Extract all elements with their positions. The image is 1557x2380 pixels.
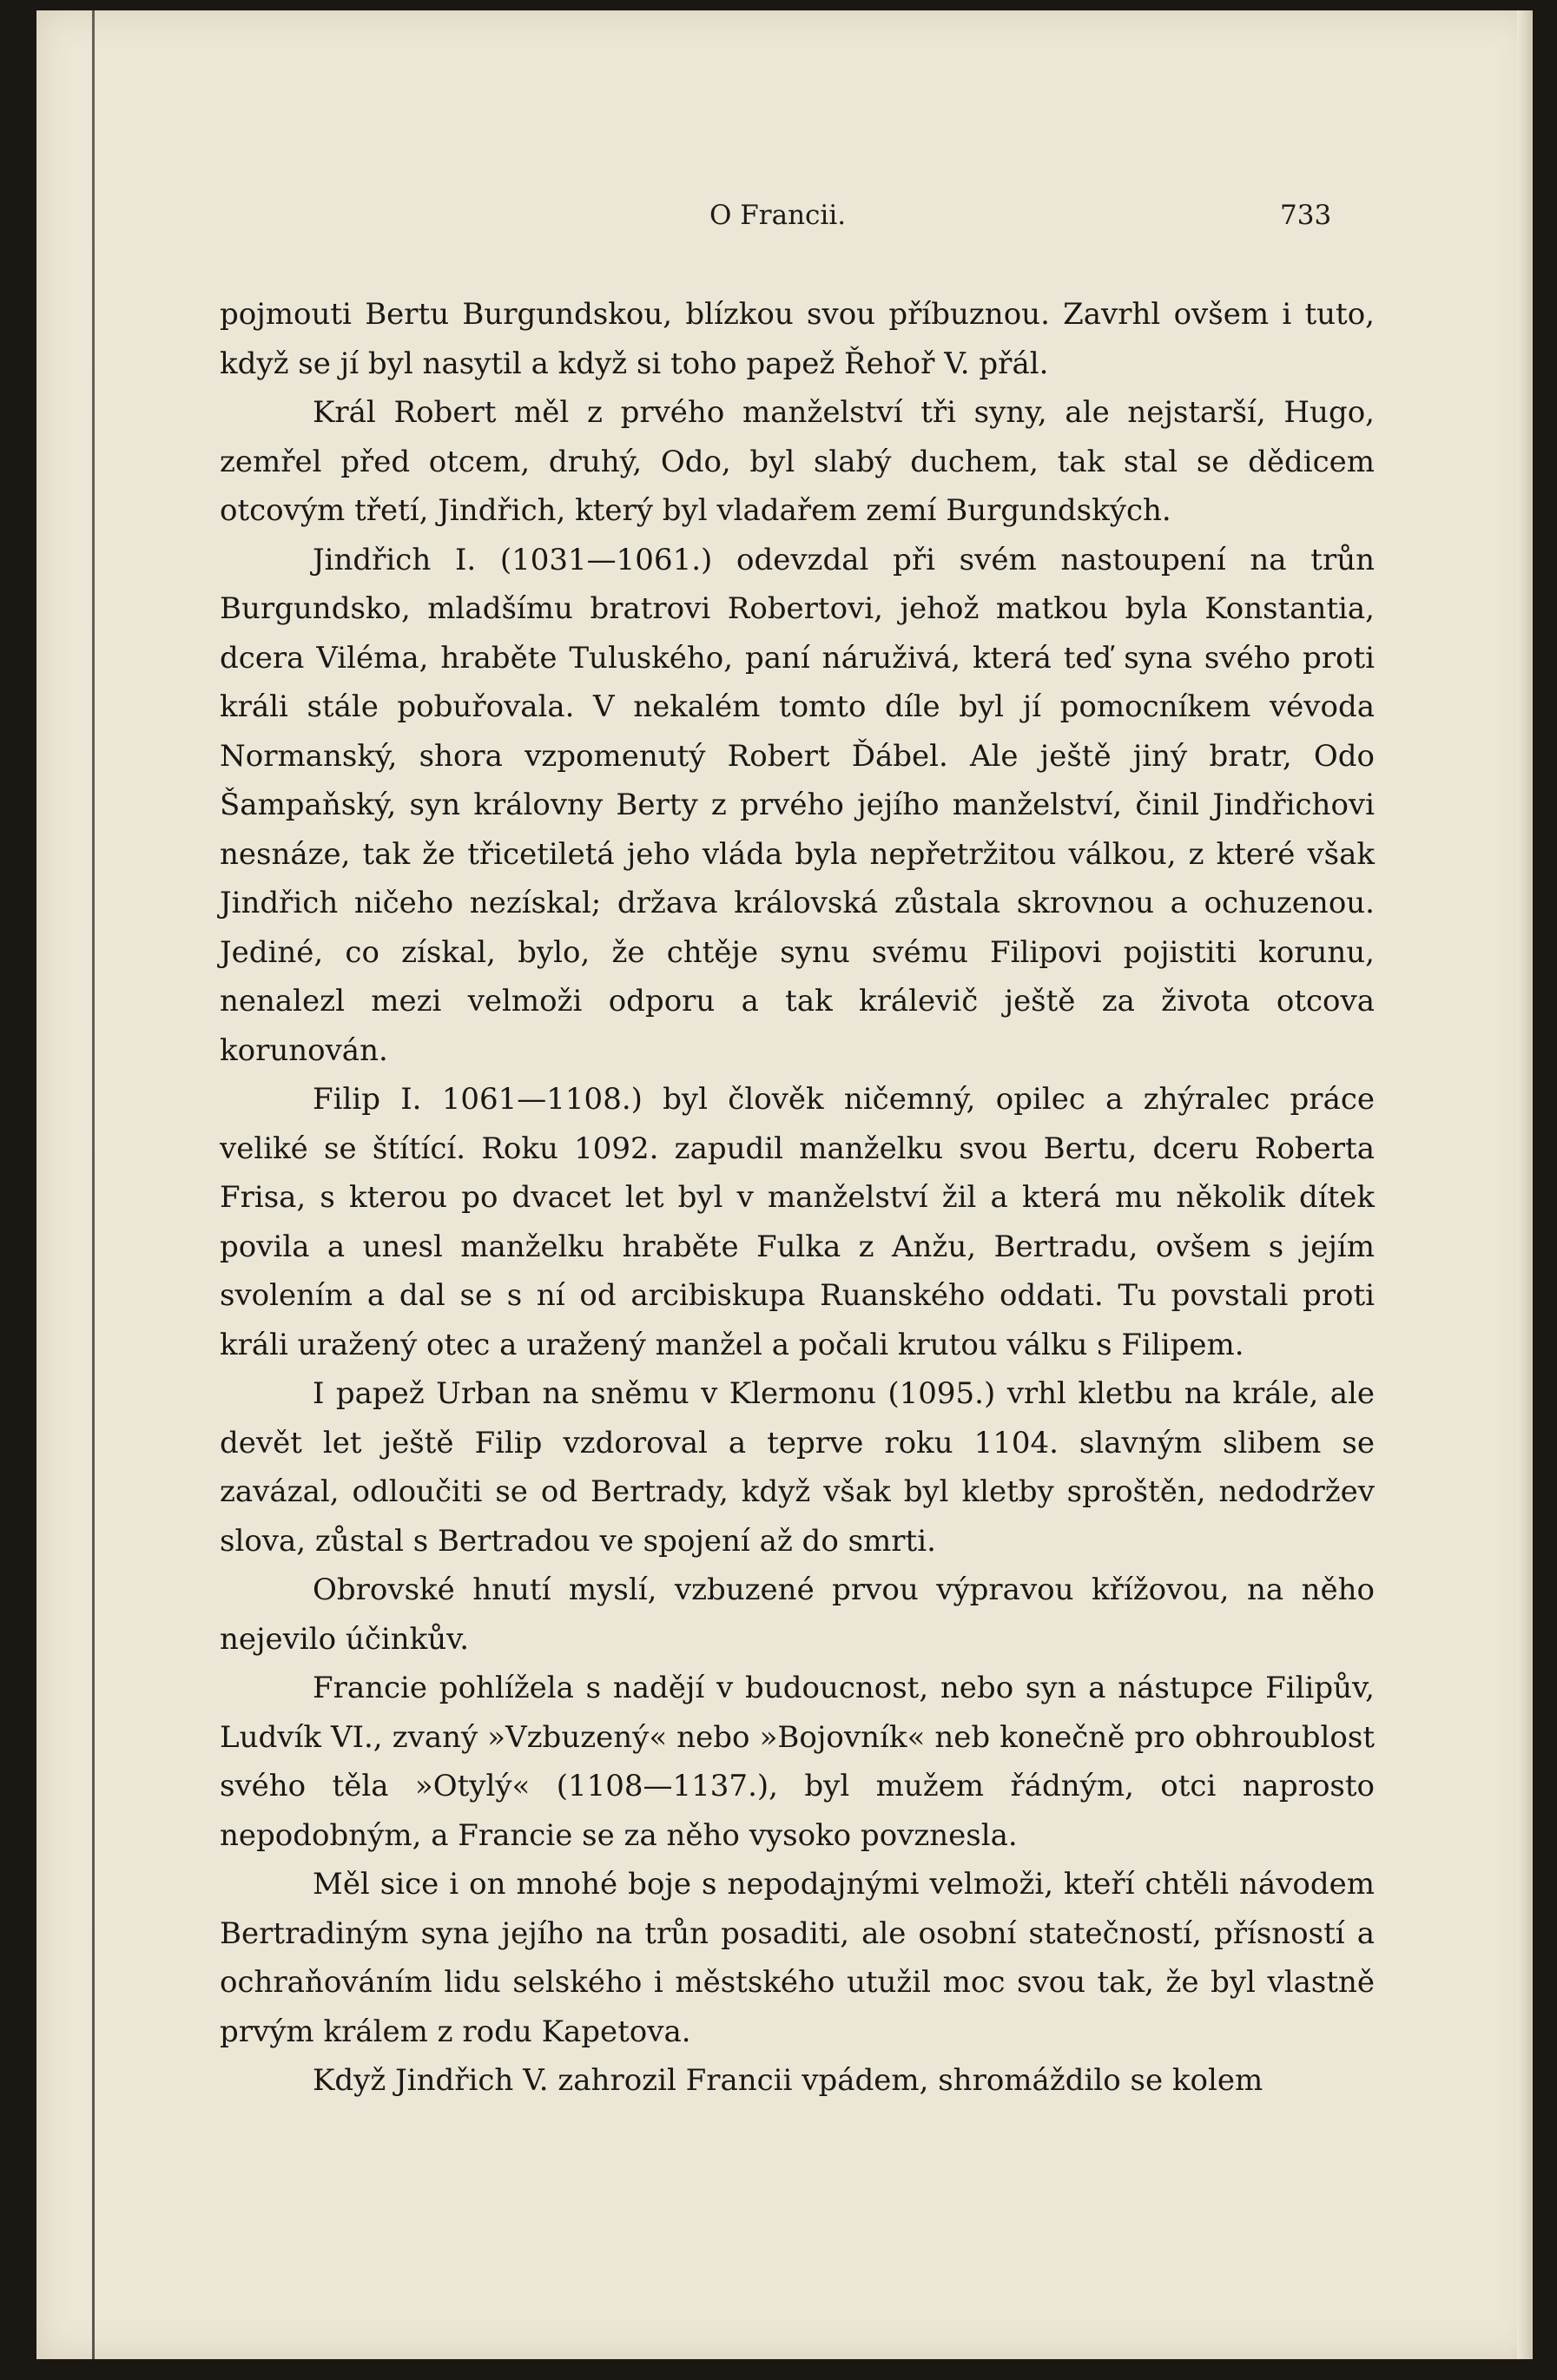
paragraph: Jindřich I. (1031—1061.) odevzdal při svém nastoupení na trůn Burgundsko, mladšímu bratrovi Robertovi, jehož matkou byla Konstantia, dcera Viléma, hraběte Tuluského, paní náruživá, která teď syna svého proti králi stále pobuřovala. V nekalém tomto díle byl jí pomocníkem vévoda Normanský, shora vzpomenutý Robert Ďábel. Ale ještě jiný bratr, Odo Šampaňský, syn královny Berty z prvého jejího manželství, činil Jindřichovi nesnáze, tak že třicetiletá jeho vláda byla nepřetržitou válkou, z které však Jindřich ničeho nezískal; država královská zůstala skrovnou a ochuzenou. Jediné, co získal, bylo, že chtěje synu svému Filipovi pojistiti korunu, nenalezl mezi velmoži odporu a tak králevič ještě za života otcova korunován.: [220, 542, 1375, 1068]
paragraph: Obrovské hnutí myslí, vzbuzené prvou výpravou křížovou, na něho nejevilo účinkův.: [220, 1572, 1375, 1657]
binding-edge: [92, 10, 95, 2359]
paragraph: Král Robert měl z prvého manželství tři syny, ale nejstarší, Hugo, zemřel před otcem, druhý, Odo, byl slabý duchem, tak stal se dědicem otcovým třetí, Jindřich, který byl vladařem zemí Burgundských.: [220, 395, 1375, 528]
book-page: [36, 10, 1533, 2359]
paragraph: Měl sice i on mnohé boje s nepodajnými velmoži, kteří chtěli návodem Bertradiným syna jejího na trůn posaditi, ale osobní statečností, přísností a ochraňováním lidu selského i městského utužil moc svou tak, že byl vlastně prvým králem z rodu Kapetova.: [220, 1867, 1375, 2049]
running-title: O Francii.: [709, 200, 847, 231]
page-edge-shadow: [1517, 10, 1533, 2359]
paragraph: pojmouti Bertu Burgundskou, blízkou svou příbuznou. Zavrhl ovšem i tuto, když se jí byl nasytil a když si toho papež Řehoř V. přál.: [220, 297, 1375, 381]
paragraph: Filip I. 1061—1108.) byl člověk ničemný, opilec a zhýralec práce veliké se štítící. Roku 1092. zapudil manželku svou Bertu, dceru Roberta Frisa, s kterou po dvacet let byl v manželství žil a která mu několik dítek povila a unesl manželku hraběte Fulka z Anžu, Bertradu, ovšem s jejím svolením a dal se s ní od arcibiskupa Ruanského oddati. Tu povstali proti králi uražený otec a uražený manžel a počali krutou válku s Filipem.: [220, 1082, 1375, 1362]
running-header: [36, 200, 1533, 243]
body-text: [220, 290, 1375, 2106]
paragraph: Francie pohlížela s nadějí v budoucnost, nebo syn a nástupce Filipův, Ludvík VI., zvaný »Vzbuzený« nebo »Bojovník« neb konečně pro obhroublost svého těla »Otylý« (1108—1137.), byl mužem řádným, otci naprosto nepodobným, a Francie se za něho vysoko povznesla.: [220, 1671, 1375, 1853]
page-number: 733: [1280, 200, 1332, 231]
paragraph: Když Jindřich V. zahrozil Francii vpádem, shromáždilo se kolem: [313, 2063, 1263, 2098]
paragraph: I papež Urban na sněmu v Klermonu (1095.) vrhl kletbu na krále, ale devět let ještě Filip vzdoroval a teprve roku 1104. slavným slibem se zavázal, odloučiti se od Bertrady, když však byl kletby sproštěn, nedodržev slova, zůstal s Bertradou ve spojení až do smrti.: [220, 1376, 1375, 1559]
